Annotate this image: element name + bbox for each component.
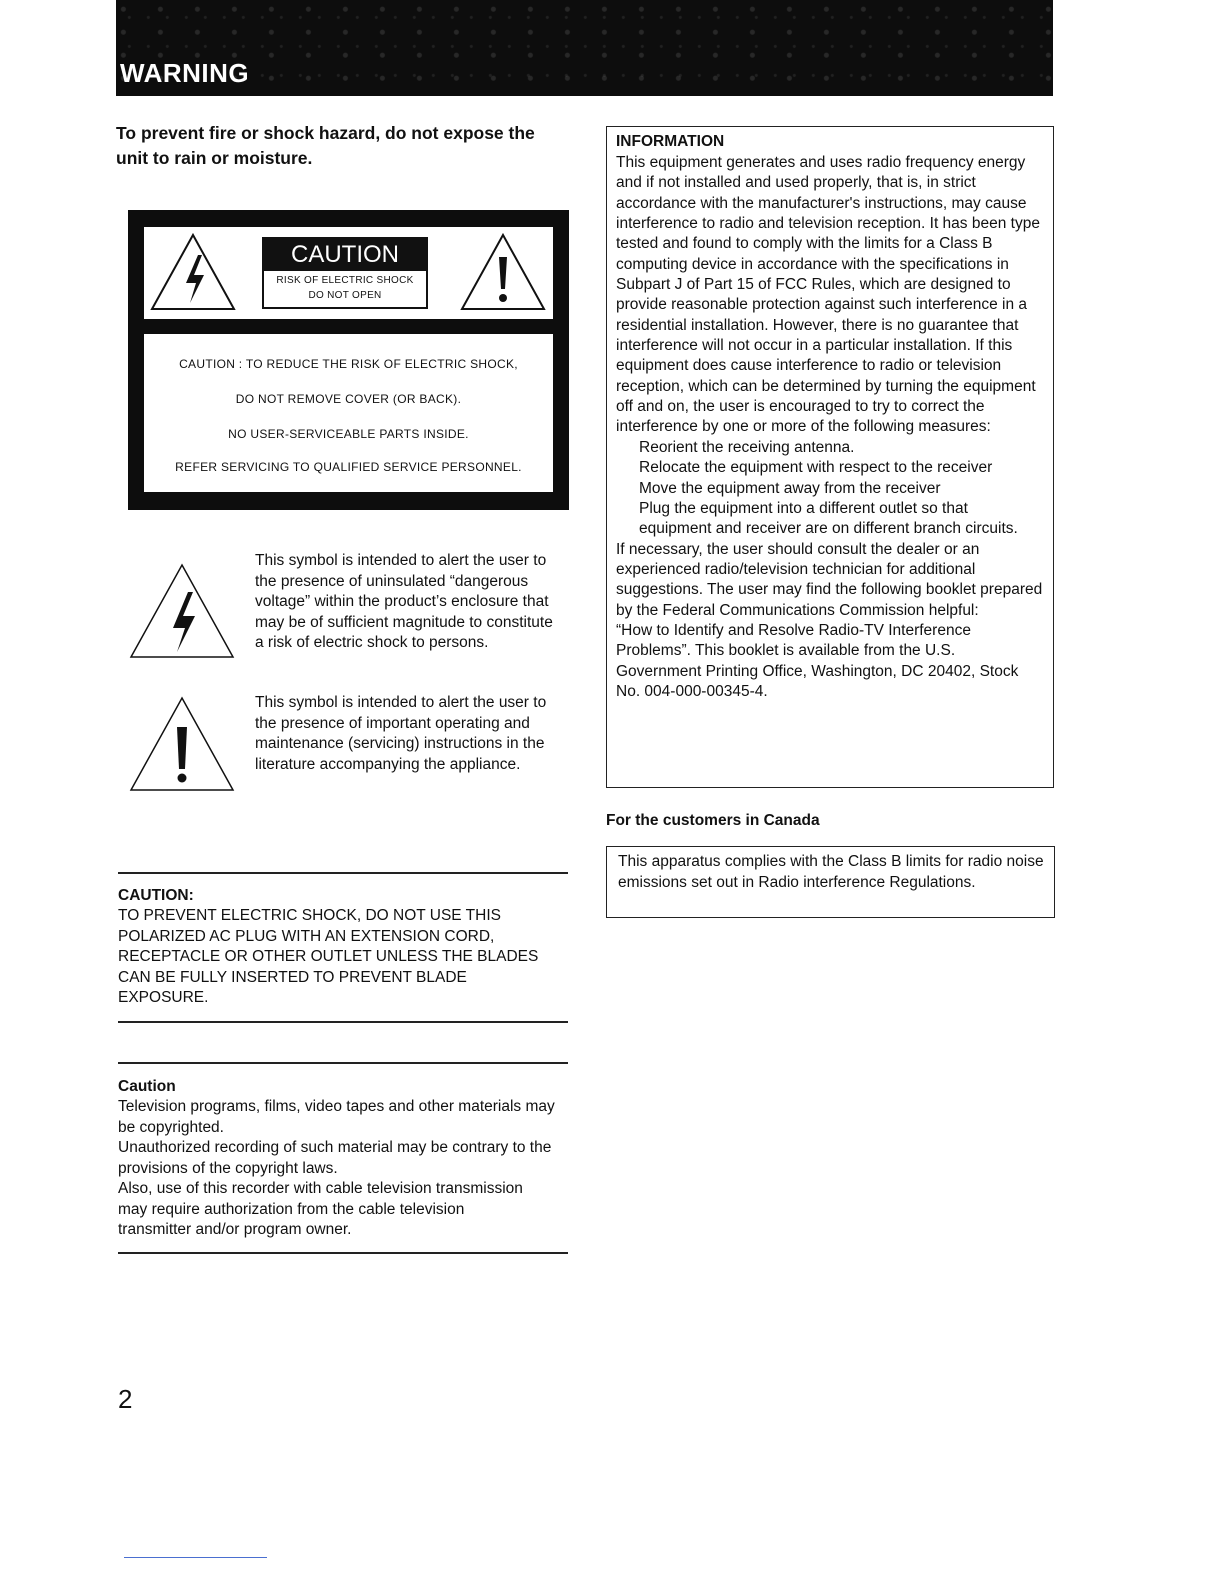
divider xyxy=(118,1252,568,1254)
measure-item: Plug the equipment into a different outlet so that equipment and receiver are on different branch circuits. xyxy=(639,499,1018,538)
copyright-caution-p1: Television programs, films, video tapes and other materials may be copyrighted. xyxy=(118,1098,555,1136)
warning-banner xyxy=(116,0,1053,96)
exclamation-symbol-icon xyxy=(128,695,236,793)
label-line-4: REFER SERVICING TO QUALIFIED SERVICE PERSONNEL. xyxy=(175,460,522,474)
measure-item: Reorient the receiving antenna. xyxy=(639,438,855,456)
lightning-symbol-text: This symbol is intended to alert the user to the presence of uninsulated “dangerous voltage” within the product’s enclosure that may be of sufficient magnitude to constitute a risk of electric shock to persons. xyxy=(255,552,553,651)
lightning-warning-icon xyxy=(148,231,238,313)
divider xyxy=(118,1062,568,1064)
measure-item: Move the equipment away from the receiver xyxy=(639,479,941,497)
exclamation-warning-icon xyxy=(458,231,548,313)
caution-label-top xyxy=(144,227,553,319)
plug-caution-body: TO PREVENT ELECTRIC SHOCK, DO NOT USE THIS POLARIZED AC PLUG WITH AN EXTENSION CORD, RECEPTACLE OR OTHER OUTLET UNLESS THE BLADES CAN BE FULLY INSERTED TO PREVENT BLADE EXPOSURE. xyxy=(118,907,539,1006)
information-booklet: “How to Identify and Resolve Radio-TV Interference Problems”. This booklet is available from the U.S. Government Printing Office, Washington, DC 20402, Stock No. 004-000-00345-4. xyxy=(616,621,1019,700)
copyright-caution-title: Caution xyxy=(118,1078,176,1095)
label-line-2: DO NOT REMOVE COVER (OR BACK). xyxy=(235,392,462,406)
footer-line xyxy=(124,1557,267,1558)
exclamation-symbol-text: This symbol is intended to alert the user to the presence of important operating and maintenance (servicing) instructions in the literature accompanying the appliance. xyxy=(255,694,547,773)
caution-label-text xyxy=(144,334,553,492)
caution-label xyxy=(128,210,569,510)
label-line-3: NO USER-SERVICEABLE PARTS INSIDE. xyxy=(228,427,469,441)
plug-caution-title: CAUTION: xyxy=(118,887,194,904)
canada-title: For the customers in Canada xyxy=(606,812,820,829)
canada-box xyxy=(606,846,1055,918)
measure-item: Relocate the equipment with respect to the receiver xyxy=(639,459,993,477)
risk-line-2: DO NOT OPEN xyxy=(308,290,382,301)
information-after: If necessary, the user should consult the dealer or an experienced radio/television technician for additional suggestions. The user may find the following booklet prepared by the Federal Communications Commission helpful: xyxy=(616,540,1043,619)
caution-title: CAUTION xyxy=(264,239,426,271)
label-line-1: CAUTION : TO REDUCE THE RISK OF ELECTRIC SHOCK, xyxy=(179,357,518,371)
canada-body: This apparatus complies with the Class B limits for radio noise emissions set out in Radio interference Regulations. xyxy=(618,853,1044,891)
divider xyxy=(118,1021,568,1023)
copyright-caution-p2: Unauthorized recording of such material may be contrary to the provisions of the copyright laws. xyxy=(118,1139,552,1177)
information-title: INFORMATION xyxy=(616,133,725,150)
risk-line-1: RISK OF ELECTRIC SHOCK xyxy=(276,275,414,286)
page-number: 2 xyxy=(118,1384,133,1414)
information-box xyxy=(606,126,1054,788)
lightning-symbol-icon xyxy=(128,562,236,660)
warning-heading: To prevent fire or shock hazard, do not expose the unit to rain or moisture. xyxy=(116,123,535,168)
caution-box xyxy=(262,237,428,309)
information-intro: This equipment generates and uses radio frequency energy and if not installed and used properly, that is, in strict accordance with the manufacturer's instructions, may cause interference to radio and television reception. It has been type tested and found to comply with the limits for a Class B computing device in accordance with the specifications in Subpart J of Part 15 of FCC Rules, which are designed to provide reasonable protection against such interference in a residential installation. However, there is no guarantee that interference will not occur in a particular installation. If this equipment does cause interference to radio or television reception, which can be determined by turning the equipment off and on, the user is encouraged to try to correct the interference by one or more of the following measures: xyxy=(616,154,1040,436)
copyright-caution-p3: Also, use of this recorder with cable television transmission may require authorization from the cable television transmitter and/or program owner. xyxy=(118,1180,523,1238)
banner-title: WARNING xyxy=(120,58,250,88)
divider xyxy=(118,872,568,874)
